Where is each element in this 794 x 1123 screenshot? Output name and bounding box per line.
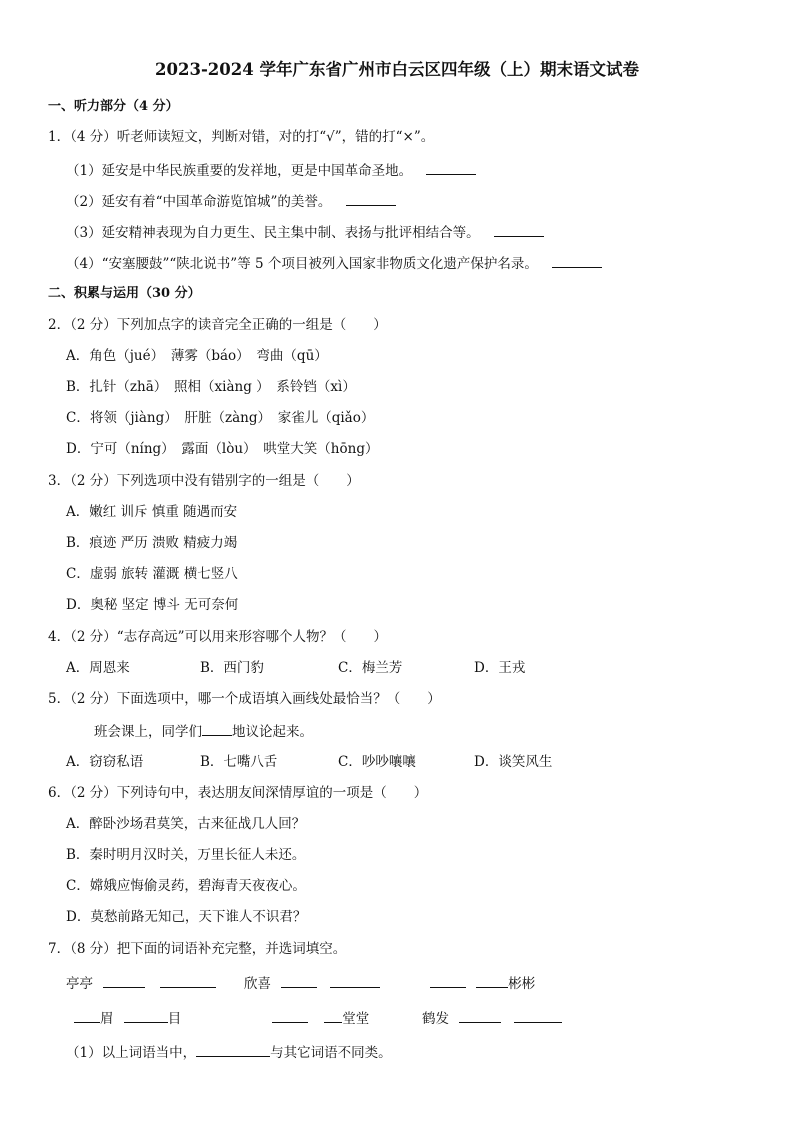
question-4-option-b[interactable]: B．西门豹 xyxy=(200,660,264,676)
question-6-option-d[interactable]: D．莫愁前路无知己，天下谁人不识君？ xyxy=(66,909,307,925)
question-3-option-d[interactable]: D．奥秘 坚定 博斗 无可奈何 xyxy=(66,597,239,613)
question-1-item-1 xyxy=(66,160,476,180)
item-text: （4）“安塞腰鼓”“陕北说书”等 5 个项目被列入国家非物质文化遗产保护名录。 xyxy=(66,256,538,272)
q7-word-3 xyxy=(430,973,535,993)
question-6-stem: 6．（2 分）下列诗句中，表达朋友间深情厚谊的一项是（ ） xyxy=(48,785,428,801)
item-text: （2）延安有着“中国革命游览馆城”的美誉。 xyxy=(66,194,332,210)
question-1-item-4 xyxy=(66,253,602,273)
sentence-part: （1）以上词语当中， xyxy=(66,1045,197,1061)
answer-blank[interactable] xyxy=(552,253,602,268)
answer-blank[interactable] xyxy=(346,191,396,206)
question-1-stem: 1．（4 分）听老师读短文，判断对错，对的打“√”，错的打“×”。 xyxy=(48,129,435,145)
question-2-option-a[interactable]: A．角色（jué） 薄雾（báo） 弯曲（qū） xyxy=(66,348,328,364)
question-2-option-b[interactable]: B．扎针（zhā） 照相（xiàng ） 系铃铛（xì） xyxy=(66,379,356,395)
answer-blank[interactable] xyxy=(124,1008,168,1023)
page-title: 2023-2024 学年广东省广州市白云区四年级（上）期末语文试卷 xyxy=(155,60,639,79)
question-5-sentence xyxy=(94,721,313,741)
q7-word-2 xyxy=(244,973,380,993)
answer-blank[interactable] xyxy=(272,1008,308,1023)
question-5-option-d[interactable]: D．谈笑风生 xyxy=(474,754,553,770)
question-5-stem: 5．（2 分）下面选项中，哪一个成语填入画线处最恰当？（ ） xyxy=(48,691,441,707)
question-6-option-a[interactable]: A．醉卧沙场君莫笑，古来征战几人回？ xyxy=(66,816,306,832)
q7-word-6 xyxy=(422,1008,562,1028)
question-2-option-c[interactable]: C．将领（jiàng） 肝脏（zàng） 家雀儿（qiǎo） xyxy=(66,410,375,426)
question-5-option-b[interactable]: B．七嘴八舌 xyxy=(200,754,278,770)
word-label: 鹤发 xyxy=(422,1011,449,1027)
question-3-stem: 3．（2 分）下列选项中没有错别字的一组是（ ） xyxy=(48,473,360,489)
sentence-part: 班会课上，同学们 xyxy=(94,724,202,740)
answer-blank[interactable] xyxy=(494,222,544,237)
question-1-item-3 xyxy=(66,222,544,242)
question-4-option-d[interactable]: D．王戎 xyxy=(474,660,526,676)
question-4-stem: 4．（2 分）“志存高远”可以用来形容哪个人物？（ ） xyxy=(48,629,388,645)
question-3-option-c[interactable]: C．虚弱 旅转 灌溉 横七竖八 xyxy=(66,566,238,582)
section-heading-listening: 一、听力部分（4 分） xyxy=(48,99,179,114)
word-label: 欣喜 xyxy=(244,976,271,992)
question-3-option-a[interactable]: A．嫩红 训斥 慎重 随遇而安 xyxy=(66,504,238,520)
section-heading-accumulation: 二、积累与运用（30 分） xyxy=(48,286,201,301)
sentence-part: 与其它词语不同类。 xyxy=(270,1045,392,1061)
q7-word-4 xyxy=(74,1008,181,1028)
word-label: 彬彬 xyxy=(508,976,536,992)
sentence-part: 地议论起来。 xyxy=(232,724,313,740)
question-6-option-c[interactable]: C．嫦娥应悔偷灵药，碧海青天夜夜心。 xyxy=(66,878,306,894)
question-5-option-c[interactable]: C．吵吵嚷嚷 xyxy=(338,754,416,770)
question-7-stem: 7．（8 分）把下面的词语补充完整，并选词填空。 xyxy=(48,941,347,957)
question-2-option-d[interactable]: D．宁可（níng） 露面（lòu） 哄堂大笑（hōng） xyxy=(66,441,379,457)
answer-blank[interactable] xyxy=(74,1008,100,1023)
answer-blank[interactable] xyxy=(281,973,317,988)
item-text: （1）延安是中华民族重要的发祥地，更是中国革命圣地。 xyxy=(66,163,413,179)
answer-blank[interactable] xyxy=(324,1008,342,1023)
question-5-option-a[interactable]: A．窃窃私语 xyxy=(66,754,144,770)
answer-blank[interactable] xyxy=(426,160,476,175)
answer-blank[interactable] xyxy=(196,1042,270,1057)
question-6-option-b[interactable]: B．秦时明月汉时关，万里长征人未还。 xyxy=(66,847,306,863)
question-2-stem: 2．（2 分）下列加点字的读音完全正确的一组是（ ） xyxy=(48,317,387,333)
question-1-item-2 xyxy=(66,191,396,211)
word-label: 眉 xyxy=(100,1011,114,1027)
word-label: 亭亭 xyxy=(66,976,93,992)
question-4-option-a[interactable]: A．周恩来 xyxy=(66,660,130,676)
answer-blank[interactable] xyxy=(514,1008,562,1023)
word-label: 目 xyxy=(167,1011,182,1027)
answer-blank[interactable] xyxy=(160,973,216,988)
answer-blank[interactable] xyxy=(476,973,508,988)
answer-blank[interactable] xyxy=(459,1008,501,1023)
question-3-option-b[interactable]: B．痕迹 严历 溃败 精疲力竭 xyxy=(66,535,238,551)
q7-word-5 xyxy=(272,1008,369,1028)
q7-word-1 xyxy=(66,973,216,993)
answer-blank[interactable] xyxy=(202,721,232,736)
question-4-option-c[interactable]: C．梅兰芳 xyxy=(338,660,403,676)
word-label: 堂堂 xyxy=(342,1011,370,1027)
answer-blank[interactable] xyxy=(103,973,145,988)
item-text: （3）延安精神表现为自力更生、民主集中制、表扬与批评相结合等。 xyxy=(66,225,480,241)
q7-sub-question-1 xyxy=(66,1042,392,1062)
answer-blank[interactable] xyxy=(430,973,466,988)
answer-blank[interactable] xyxy=(330,973,380,988)
